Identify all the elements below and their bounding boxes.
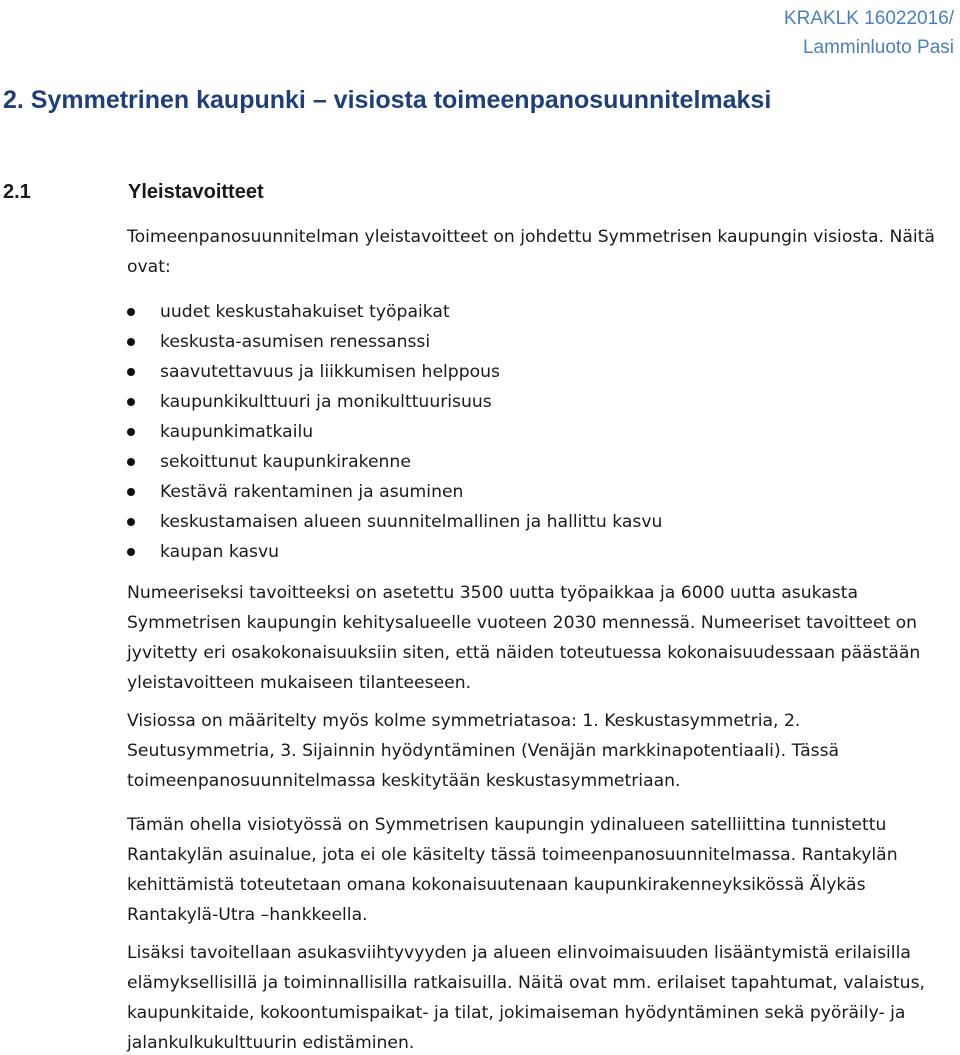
document-reference xyxy=(784,4,954,62)
list-item: keskustamaisen alueen suunnitelmallinen ja hallittu kasvu xyxy=(127,507,662,537)
goals-list xyxy=(127,297,662,567)
list-item: keskusta-asumisen renessanssi xyxy=(127,327,662,357)
bullet-icon xyxy=(127,428,135,436)
section-heading xyxy=(3,177,264,207)
list-item: saavutettavuus ja liikkumisen helppous xyxy=(127,357,662,387)
rantakyla-paragraph: Tämän ohella visiotyössä on Symmetrisen kaupungin ydinalueen satelliittina tunnistettu Rantakylän asuinalue, jota ei ole käsitelty tässä toimeenpanosuunnitelmassa. Rantakylän kehittämistä toteutetaan omana kokonaisuutenaan kaupunkirakenneyksikössä Älykäs Rantakylä-Utra –hankkeella. xyxy=(127,815,898,925)
list-item: sekoittunut kaupunkirakenne xyxy=(127,447,662,477)
bullet-icon xyxy=(127,548,135,556)
symmetry-levels-paragraph: Visiossa on määritelty myös kolme symmetriatasoa: 1. Keskustasymmetria, 2. Seutusymmetria, 3. Sijainnin hyödyntäminen (Venäjän markkinapotentiaali). Tässä toimeenpanosuunnitelmassa keskitytään keskustasymmetriaan. xyxy=(127,711,840,791)
bullet-icon xyxy=(127,368,135,376)
list-item: Kestävä rakentaminen ja asuminen xyxy=(127,477,662,507)
author-name: Lamminluoto Pasi xyxy=(802,37,954,58)
bullet-icon xyxy=(127,308,135,316)
bullet-icon xyxy=(127,338,135,346)
list-item: uudet keskustahakuiset työpaikat xyxy=(127,297,662,327)
bullet-icon xyxy=(127,518,135,526)
list-item: kaupunkikulttuuri ja monikulttuurisuus xyxy=(127,387,662,417)
intro-paragraph: Toimeenpanosuunnitelman yleistavoitteet on johdettu Symmetrisen kaupungin visiosta. Näitä ovat: xyxy=(127,227,935,277)
page-title: 2. Symmetrinen kaupunki – visiosta toimeenpanosuunnitelmaksi xyxy=(3,86,772,114)
numeric-goals-paragraph: Numeeriseksi tavoitteeksi on asetettu 3500 uutta työpaikkaa ja 6000 uutta asukasta Symmetrisen kaupungin kehitysalueelle vuoteen 2030 mennessä. Numeeriset tavoitteet on jyvitetty eri osakokonaisuuksiin siten, että näiden toteutuessa kokonaisuudessaan päästään yleistavoitteen mukaiseen tilanteeseen. xyxy=(127,583,921,693)
vitality-paragraph: Lisäksi tavoitellaan asukasviihtyvyyden ja alueen elinvoimaisuuden lisääntymistä erilaisilla elämyksellisillä ja toiminnallisilla ratkaisuilla. Näitä ovat mm. erilaiset tapahtumat, valaistus, kaupunkitaide, kokoontumispaikat- ja tilat, jokimaiseman hyödyntäminen sekä pyöräily- ja jalankulkukulttuurin edistäminen. xyxy=(127,943,925,1053)
bullet-icon xyxy=(127,488,135,496)
list-item: kaupan kasvu xyxy=(127,537,662,567)
list-item: kaupunkimatkailu xyxy=(127,417,662,447)
bullet-icon xyxy=(127,398,135,406)
section-title: Yleistavoitteet xyxy=(128,181,264,203)
reference-code: KRAKLK 16022016/ xyxy=(783,8,954,29)
bullet-icon xyxy=(127,458,135,466)
section-number: 2.1 xyxy=(3,181,31,203)
